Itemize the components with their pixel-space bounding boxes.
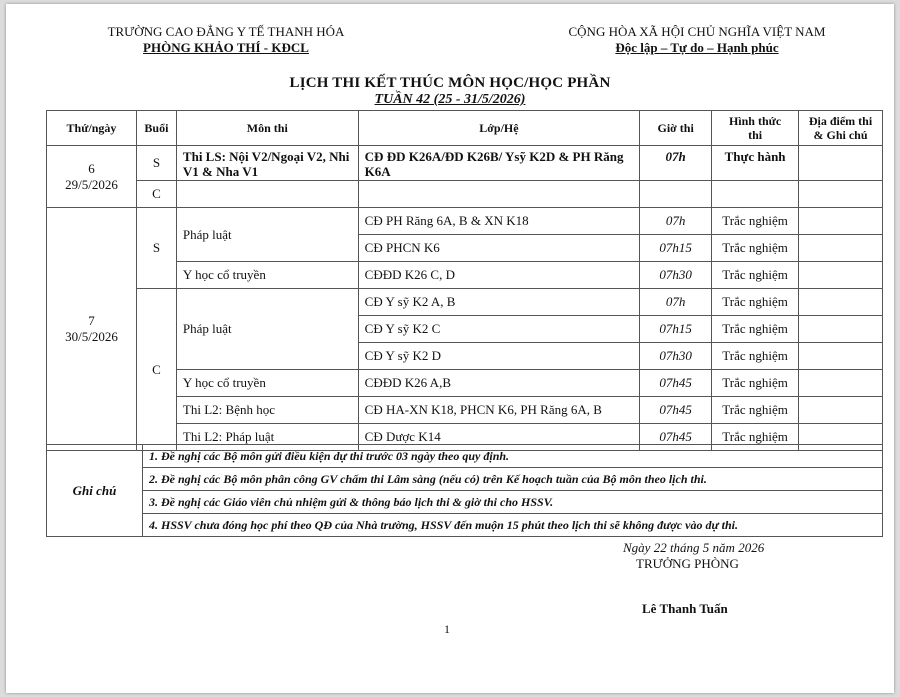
day-cell <box>47 146 137 208</box>
col-header-day: Thứ/ngày <box>47 111 137 146</box>
class-cell <box>358 181 640 208</box>
note-cell <box>799 343 883 370</box>
subject-cell: Thi L2: Pháp luật <box>176 424 358 451</box>
signature-date: Ngày 22 tháng 5 năm 2026 <box>623 540 765 555</box>
class-cell: CĐĐD K26 A,B <box>358 370 640 397</box>
class-cell: CĐ Y sỹ K2 C <box>358 316 640 343</box>
class-cell: CĐĐD K26 C, D <box>358 262 640 289</box>
time-cell <box>640 181 712 208</box>
page-number: 1 <box>444 622 450 636</box>
col-header-form-line1: Hình thức <box>728 114 782 128</box>
time-cell: 07h30 <box>640 262 712 289</box>
class-cell: CĐ Y sỹ K2 D <box>358 343 640 370</box>
day-date: 30/5/2026 <box>65 329 118 344</box>
table-row <box>47 289 883 316</box>
note-cell <box>799 289 883 316</box>
day-number: 6 <box>88 160 95 176</box>
notes-label: Ghi chú <box>47 445 143 537</box>
table-header-row <box>47 111 883 146</box>
school-name: TRƯỜNG CAO ĐẲNG Y TẾ THANH HÓA <box>107 24 345 39</box>
class-cell: CĐ PH Răng 6A, B & XN K18 <box>358 208 640 235</box>
col-header-note-line2: & Ghi chú <box>813 128 868 142</box>
note-item: 3. Đề nghị các Giáo viên chủ nhiệm gửi & thông báo lịch thi & giờ thi cho HSSV. <box>143 491 883 514</box>
col-header-session: Buổi <box>136 111 176 146</box>
subject-cell: Pháp luật <box>176 208 358 262</box>
form-cell: Trắc nghiệm <box>712 397 799 424</box>
subject-cell: Y học cổ truyền <box>176 370 358 397</box>
col-header-class: Lớp/Hệ <box>358 111 640 146</box>
subject-cell <box>176 181 358 208</box>
note-cell <box>799 262 883 289</box>
subject-cell: Thi L2: Bệnh học <box>176 397 358 424</box>
time-cell: 07h <box>640 289 712 316</box>
time-cell: 07h45 <box>640 370 712 397</box>
col-header-form-line2: thi <box>748 128 763 142</box>
form-cell: Thực hành <box>712 146 799 181</box>
note-cell <box>799 397 883 424</box>
subject-cell: Pháp luật <box>176 289 358 370</box>
national-title: CỘNG HÒA XÃ HỘI CHỦ NGHĨA VIỆT NAM <box>568 24 826 39</box>
class-cell: CĐ Y sỹ K2 A, B <box>358 289 640 316</box>
table-row <box>47 208 883 235</box>
school-header <box>76 24 376 56</box>
department-name: PHÒNG KHẢO THÍ - KĐCL <box>143 40 309 55</box>
note-cell <box>799 208 883 235</box>
week-subtitle: TUẦN 42 (25 - 31/5/2026) <box>374 92 526 107</box>
note-cell <box>799 235 883 262</box>
note-cell <box>799 181 883 208</box>
day-cell <box>47 208 137 451</box>
table-row <box>47 181 883 208</box>
note-item: 4. HSSV chưa đóng học phí theo QĐ của Nhà trường, HSSV đến muộn 15 phút theo lịch thi sẽ không được vào dự thi. <box>143 514 883 537</box>
time-cell: 07h45 <box>640 397 712 424</box>
form-cell: Trắc nghiệm <box>712 316 799 343</box>
table-row <box>47 146 883 181</box>
national-header <box>532 24 862 56</box>
col-header-time: Giờ thi <box>640 111 712 146</box>
col-header-form <box>712 111 799 146</box>
note-cell <box>799 316 883 343</box>
day-date: 29/5/2026 <box>65 176 118 192</box>
note-row <box>47 468 883 491</box>
time-cell: 07h <box>640 208 712 235</box>
class-cell: CĐ Dược K14 <box>358 424 640 451</box>
day-number: 7 <box>88 313 95 328</box>
signature-role: TRƯỞNG PHÒNG <box>636 556 739 571</box>
time-cell: 07h45 <box>640 424 712 451</box>
note-row <box>47 445 883 468</box>
time-cell: 07h30 <box>640 343 712 370</box>
notes-table <box>46 444 883 537</box>
session-cell: C <box>136 181 176 208</box>
session-cell: C <box>136 289 176 451</box>
col-header-subject: Môn thi <box>176 111 358 146</box>
exam-schedule-table <box>46 110 883 451</box>
subject-cell: Y học cổ truyền <box>176 262 358 289</box>
document-title: LỊCH THI KẾT THÚC MÔN HỌC/HỌC PHẦN <box>289 75 611 91</box>
note-cell <box>799 370 883 397</box>
note-cell <box>799 146 883 181</box>
form-cell: Trắc nghiệm <box>712 208 799 235</box>
time-cell: 07h <box>640 146 712 181</box>
class-cell: CĐ HA-XN K18, PHCN K6, PH Răng 6A, B <box>358 397 640 424</box>
class-cell: CĐ ĐD K26A/ĐD K26B/ Ysỹ K2D & PH Răng K6A <box>358 146 640 181</box>
session-cell: S <box>136 208 176 289</box>
subject-cell: Thi LS: Nội V2/Ngoại V2, Nhi V1 & Nha V1 <box>176 146 358 181</box>
col-header-note <box>799 111 883 146</box>
form-cell: Trắc nghiệm <box>712 289 799 316</box>
form-cell: Trắc nghiệm <box>712 424 799 451</box>
note-item: 1. Đề nghị các Bộ môn gửi điều kiện dự thi trước 03 ngày theo quy định. <box>143 445 883 468</box>
form-cell: Trắc nghiệm <box>712 370 799 397</box>
time-cell: 07h15 <box>640 316 712 343</box>
class-cell: CĐ PHCN K6 <box>358 235 640 262</box>
form-cell: Trắc nghiệm <box>712 343 799 370</box>
session-cell: S <box>136 146 176 181</box>
signature-name: Lê Thanh Tuấn <box>642 601 728 616</box>
national-motto: Độc lập – Tự do – Hạnh phúc <box>615 40 779 55</box>
col-header-note-line1: Địa điểm thi <box>808 114 873 128</box>
document-page <box>6 4 894 693</box>
form-cell: Trắc nghiệm <box>712 262 799 289</box>
note-row <box>47 491 883 514</box>
time-cell: 07h15 <box>640 235 712 262</box>
form-cell <box>712 181 799 208</box>
form-cell: Trắc nghiệm <box>712 235 799 262</box>
note-row <box>47 514 883 537</box>
note-item: 2. Đề nghị các Bộ môn phân công GV chấm thi Lâm sàng (nếu có) trên Kế hoạch tuần của Bộ môn theo lịch thi. <box>143 468 883 491</box>
